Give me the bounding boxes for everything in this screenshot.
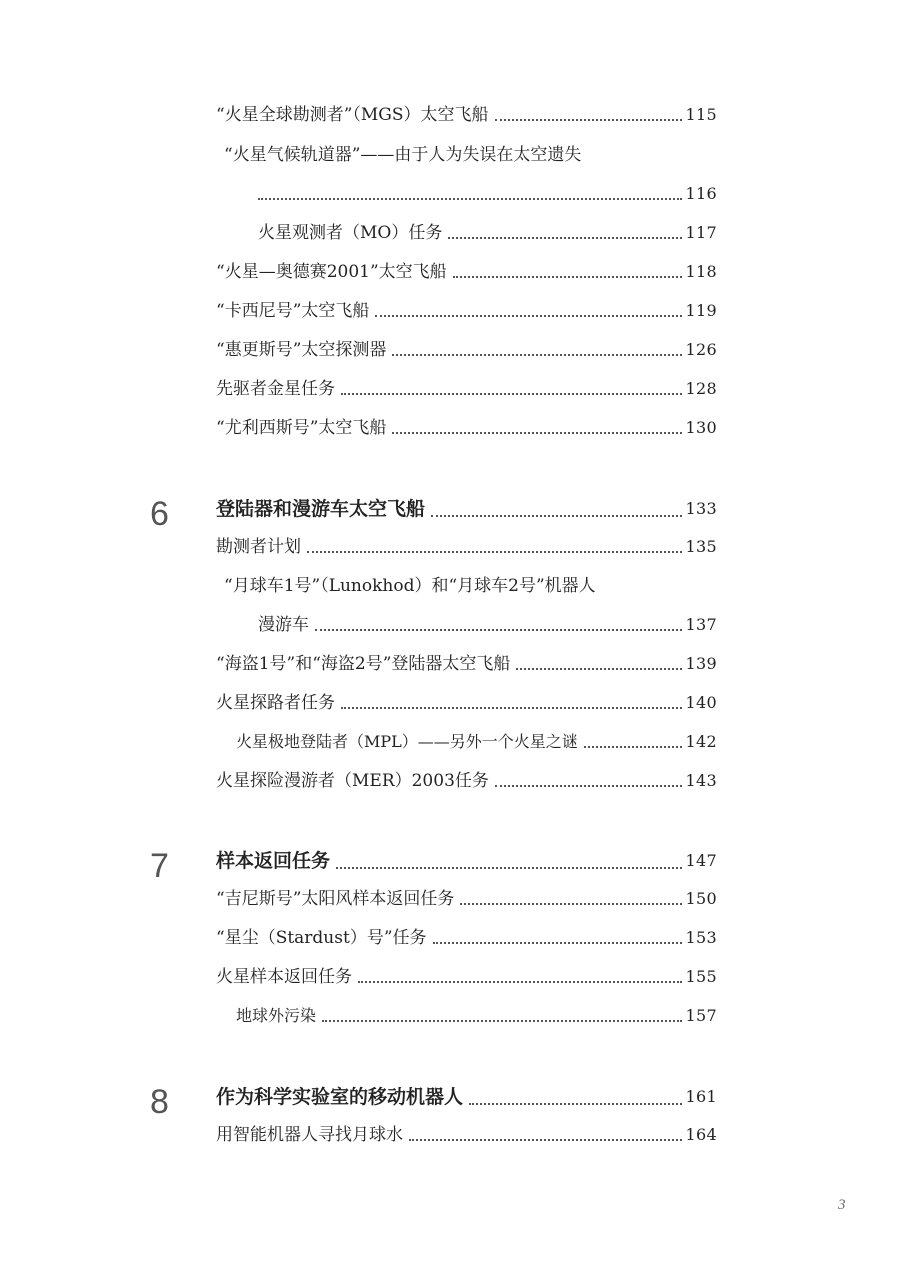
dot-leader	[315, 629, 682, 631]
dot-leader	[322, 1020, 682, 1022]
toc-entry-stardust[interactable]	[216, 925, 717, 951]
toc-entry-mo[interactable]	[258, 220, 717, 246]
dot-leader	[469, 1103, 682, 1105]
toc-entry-mco[interactable]	[258, 181, 717, 207]
toc-entry-huygens[interactable]	[216, 337, 717, 363]
dot-leader	[409, 1139, 682, 1141]
toc-entry-title: “月球车1号”（Lunokhod）和“月球车2号”机器人	[224, 576, 596, 596]
dot-leader	[358, 981, 682, 983]
toc-page-number: 118	[685, 262, 717, 281]
toc-entry-mgs[interactable]	[216, 102, 717, 128]
toc-entry-title: “星尘（Stardust）号”任务	[216, 928, 427, 948]
toc-entry-mco-line1[interactable]	[224, 142, 581, 168]
toc-entry-title: 火星探路者任务	[216, 693, 335, 713]
toc-entry-pioneer-venus[interactable]	[216, 376, 717, 402]
dot-leader	[258, 198, 682, 200]
toc-entry-pathfinder[interactable]	[216, 690, 717, 716]
toc-entry-title: “海盗1号”和“海盗2号”登陆器太空飞船	[216, 654, 511, 674]
toc-page-number: 153	[685, 928, 717, 947]
dot-leader	[392, 354, 681, 356]
toc-entry-lunokhod[interactable]	[258, 612, 717, 638]
toc-page-number: 126	[685, 340, 717, 359]
toc-entry-mer[interactable]	[216, 768, 717, 794]
toc-page-number: 161	[685, 1087, 717, 1106]
toc-entry-contamination[interactable]	[236, 1003, 717, 1029]
toc-entry-lunar-water[interactable]	[216, 1122, 717, 1148]
toc-page-number: 135	[685, 537, 717, 556]
toc-entry-title: “卡西尼号”太空飞船	[216, 301, 370, 321]
dot-leader	[431, 515, 682, 517]
toc-page-number: 140	[685, 693, 717, 712]
dot-leader	[336, 867, 682, 869]
dot-leader	[448, 237, 681, 239]
toc-page-number: 155	[685, 967, 717, 986]
dot-leader	[341, 393, 682, 395]
toc-entry-viking[interactable]	[216, 651, 717, 677]
toc-entry-surveyor[interactable]	[216, 534, 717, 560]
toc-entry-title-line2: 漫游车	[258, 615, 309, 635]
toc-page-number: 130	[685, 418, 717, 437]
chapter-number: 7	[150, 847, 169, 885]
toc-entry-title: 火星样本返回任务	[216, 967, 352, 987]
toc-entry-title: “火星气候轨道器”——由于人为失误在太空遗失	[224, 145, 582, 165]
toc-entry-title: 地球外污染	[236, 1006, 317, 1025]
toc-entry-title: “尤利西斯号”太空飞船	[216, 418, 387, 438]
dot-leader	[375, 315, 681, 317]
toc-page-number: 115	[685, 105, 717, 124]
chapter-title: 作为科学实验室的移动机器人	[216, 1086, 464, 1108]
toc-entry-odyssey[interactable]	[216, 259, 717, 285]
chapter-number: 8	[150, 1083, 169, 1121]
dot-leader	[516, 668, 681, 670]
toc-entry-title: 勘测者计划	[216, 537, 301, 557]
toc-page-number: 128	[685, 379, 717, 398]
chapter-title: 登陆器和漫游车太空飞船	[216, 498, 426, 520]
toc-entry-title: 用智能机器人寻找月球水	[216, 1125, 403, 1145]
toc-entry-mars-sample-return[interactable]	[216, 964, 717, 990]
toc-entry-lunokhod-line1[interactable]	[224, 573, 596, 599]
toc-page-number: 157	[685, 1006, 717, 1025]
dot-leader	[460, 903, 681, 905]
toc-page-number: 143	[685, 771, 717, 790]
toc-page-number: 150	[685, 889, 717, 908]
toc-chapter-7[interactable]	[216, 846, 717, 876]
toc-page-number: 133	[685, 499, 717, 518]
toc-page-number: 147	[685, 851, 717, 870]
chapter-number: 6	[150, 495, 169, 533]
toc-entry-title: “惠更斯号”太空探测器	[216, 340, 387, 360]
toc-entry-title: 火星观测者（MO）任务	[258, 223, 443, 243]
toc-page-number: 117	[685, 223, 717, 242]
toc-entry-cassini[interactable]	[216, 298, 717, 324]
toc-entry-title: “火星全球勘测者”（MGS）太空飞船	[216, 105, 489, 125]
dot-leader	[433, 942, 682, 944]
toc-entry-title: 火星极地登陆者（MPL）——另外一个火星之谜	[236, 732, 578, 751]
dot-leader	[453, 276, 682, 278]
toc-page-number: 137	[685, 615, 717, 634]
toc-entry-mpl[interactable]	[236, 729, 717, 755]
dot-leader	[341, 707, 682, 709]
toc-entry-title: “吉尼斯号”太阳风样本返回任务	[216, 889, 455, 909]
toc-chapter-6[interactable]	[216, 494, 717, 524]
toc-page-number: 142	[685, 732, 717, 751]
toc-page-number: 119	[685, 301, 717, 320]
chapter-title: 样本返回任务	[216, 850, 331, 872]
page-folio: 3	[838, 1197, 846, 1213]
toc-entry-title: “火星—奥德赛2001”太空飞船	[216, 262, 447, 282]
toc-page-number: 116	[685, 184, 717, 203]
toc-page-number: 139	[685, 654, 717, 673]
dot-leader	[495, 119, 682, 121]
toc-entry-title: 先驱者金星任务	[216, 379, 335, 399]
toc-page-number: 164	[685, 1125, 717, 1144]
dot-leader	[495, 785, 682, 787]
toc-entry-genesis[interactable]	[216, 886, 717, 912]
dot-leader	[307, 551, 682, 553]
toc-chapter-8[interactable]	[216, 1082, 717, 1112]
toc-entry-title: 火星探险漫游者（MER）2003任务	[216, 771, 489, 791]
toc-entry-ulysses[interactable]	[216, 415, 717, 441]
dot-leader	[392, 432, 681, 434]
dot-leader	[584, 746, 682, 748]
